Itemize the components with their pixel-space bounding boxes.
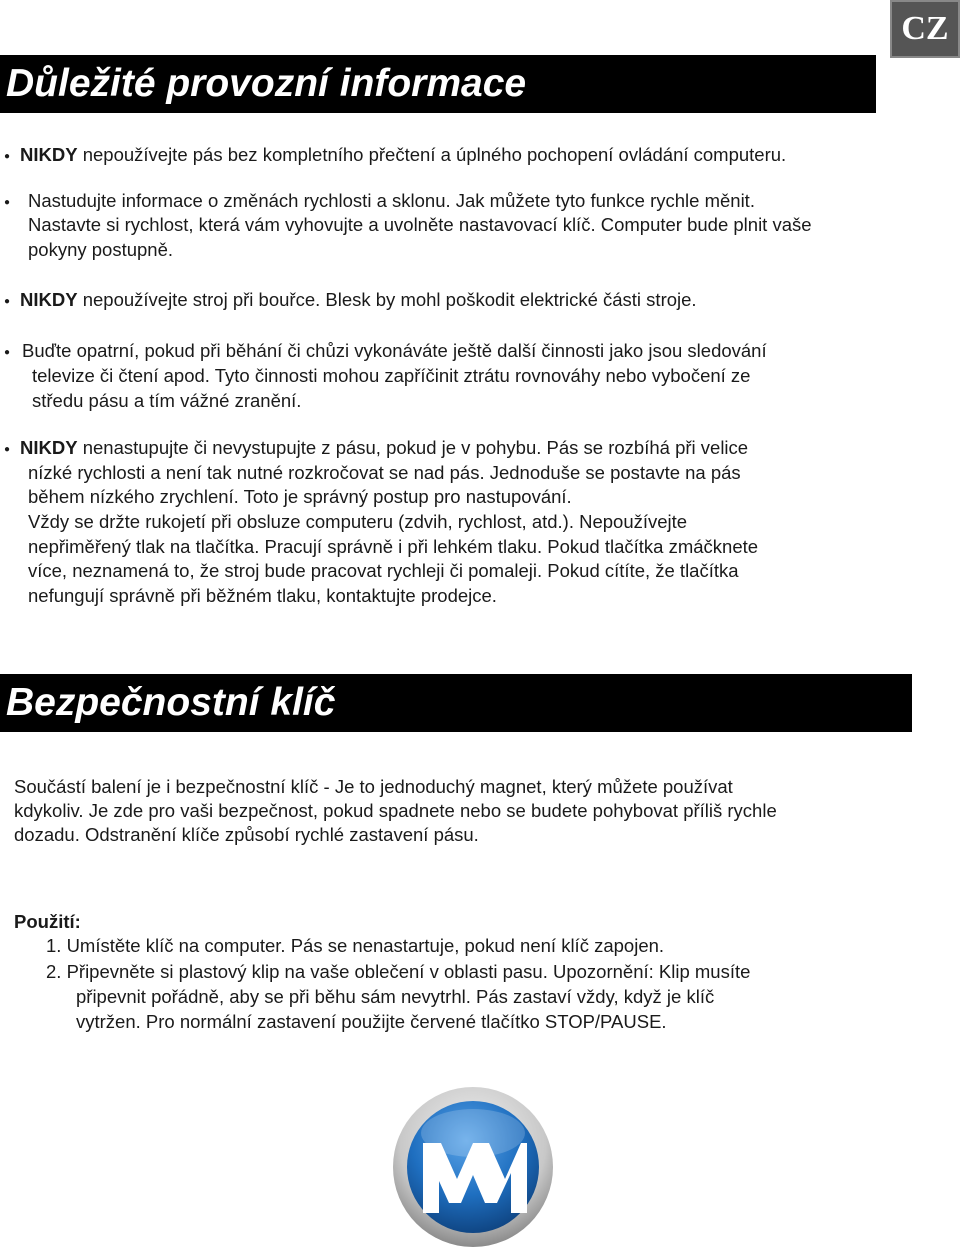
bullet-icon: ● xyxy=(4,444,11,455)
paragraph-bullet-4-line: středu pásu a tím vážné zranění. xyxy=(32,390,302,411)
paragraph-bullet-5-line: nefungují správně při běžném tlaku, kontaktujte prodejce. xyxy=(28,585,497,606)
language-badge: CZ xyxy=(890,0,960,58)
safety-key-intro-line: kdykoliv. Je zde pro vaši bezpečnost, pokud spadnete nebo se budete pohybovat příliš rychle xyxy=(14,800,777,821)
paragraph-bullet-3 xyxy=(20,288,697,313)
usage-step-2-line: vytržen. Pro normální zastavení použijte červené tlačítko STOP/PAUSE. xyxy=(76,1011,667,1032)
bullet-icon: ● xyxy=(4,151,11,162)
paragraph-bullet-2: Nastudujte informace o změnách rychlosti a sklonu. Jak můžete tyto funkce rychle měnit. xyxy=(28,190,755,211)
section-title-operating-info: Důležité provozní informace xyxy=(0,55,876,113)
safety-key-intro-line: dozadu. Odstranění klíče způsobí rychlé zastavení pásu. xyxy=(14,824,479,845)
bullet-text: nepoužívejte pás bez kompletního přečtení a úplného pochopení ovládání computeru. xyxy=(77,144,787,165)
brand-logo xyxy=(393,1081,553,1247)
usage-heading: Použití: xyxy=(14,911,81,932)
paragraph-bullet-2-line: pokyny postupně. xyxy=(28,239,174,260)
warning-keyword: NIKDY xyxy=(20,289,78,310)
paragraph-bullet-5-line: nepřiměřený tlak na tlačítka. Pracují správně i při lehkém tlaku. Pokud tlačítka zmáčknete xyxy=(28,536,759,557)
bullet-text: nenastupujte či nevystupujte z pásu, pokud je v pohybu. Pás se rozbíhá při velice xyxy=(77,437,749,458)
paragraph-bullet-5-line: během nízkého zrychlení. Toto je správný postup pro nastupování. xyxy=(28,486,572,507)
bullet-icon: ● xyxy=(4,347,11,358)
warning-keyword: NIKDY xyxy=(20,437,78,458)
warning-keyword: NIKDY xyxy=(20,144,78,165)
safety-key-intro: Součástí balení je i bezpečnostní klíč - Je to jednoduchý magnet, který můžete používat xyxy=(14,776,733,797)
paragraph-bullet-4: Buďte opatrní, pokud při běhání či chůzi vykonáváte ještě další činnosti jako jsou sledování xyxy=(22,340,767,361)
paragraph-bullet-5-line: nízké rychlosti a není tak nutné rozkročovat se nad pás. Jednoduše se postavte na pás xyxy=(28,462,741,483)
paragraph-bullet-5-line: Vždy se držte rukojetí při obsluze computeru (zdvih, rychlost, atd.). Nepoužívejte xyxy=(28,511,688,532)
brand-logo-graphic xyxy=(393,1081,553,1247)
paragraph-bullet-5 xyxy=(20,436,748,461)
usage-step-2: 2. Připevněte si plastový klip na vaše oblečení v oblasti pasu. Upozornění: Klip musíte xyxy=(46,961,751,982)
usage-step-1: 1. Umístěte klíč na computer. Pás se nenastartuje, pokud není klíč zapojen. xyxy=(46,935,665,956)
paragraph-bullet-4-line: televize či čtení apod. Tyto činnosti mohou zapříčinit ztrátu rovnováhy nebo vybočení ze xyxy=(32,365,751,386)
bullet-icon: ● xyxy=(4,197,11,208)
paragraph-bullet-5-line: více, neznamená to, že stroj bude pracovat rychleji či pomaleji. Pokud cítíte, že tlačítka xyxy=(28,560,739,581)
paragraph-bullet-2-line: Nastavte si rychlost, která vám vyhovujte a uvolněte nastavovací klíč. Computer bude plnit vaše xyxy=(28,214,812,235)
usage-step-2-line: připevnit pořádně, aby se při běhu sám nevytrhl. Pás zastaví vždy, když je klíč xyxy=(76,986,715,1007)
section-title-safety-key: Bezpečnostní klíč xyxy=(0,674,912,732)
bullet-icon: ● xyxy=(4,296,11,307)
paragraph-bullet-1 xyxy=(20,143,786,168)
bullet-text: nepoužívejte stroj při bouřce. Blesk by mohl poškodit elektrické části stroje. xyxy=(77,289,697,310)
